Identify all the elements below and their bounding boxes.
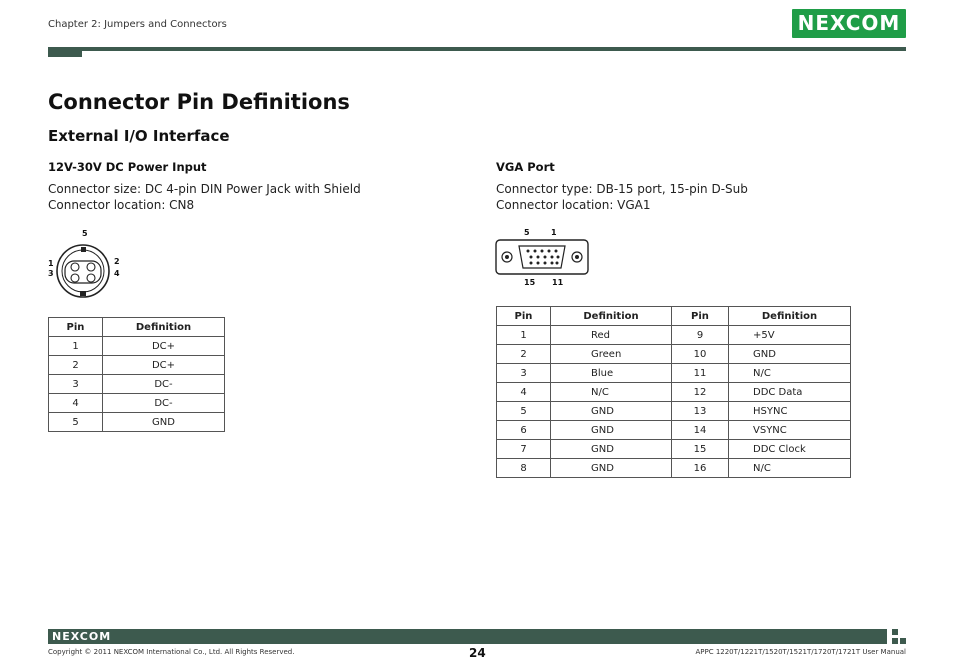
footer-square-decoration xyxy=(900,638,906,644)
table-row xyxy=(497,383,851,402)
pin-cell: 12 xyxy=(672,383,729,402)
table-row xyxy=(49,375,225,394)
definition-cell: DDC Clock xyxy=(729,440,851,459)
definition-cell: GND xyxy=(551,421,672,440)
vga-dsub-connector-diagram xyxy=(495,239,589,275)
din-pin-label-2: 2 xyxy=(114,257,120,266)
pin-cell: 16 xyxy=(672,459,729,478)
definition-cell: GND xyxy=(551,440,672,459)
vga-connector-type: Connector type: DB-15 port, 15-pin D-Sub xyxy=(496,182,748,196)
pin-cell: 4 xyxy=(49,394,103,413)
dc-power-description xyxy=(48,181,361,213)
definition-cell: Blue xyxy=(551,364,672,383)
vga-description xyxy=(496,181,748,213)
header-divider xyxy=(48,47,906,51)
pin-cell: 1 xyxy=(49,337,103,356)
page-title: Connector Pin Definitions xyxy=(48,90,350,114)
table-row xyxy=(497,364,851,383)
pin-cell: 8 xyxy=(497,459,551,478)
definition-cell: DC- xyxy=(103,394,225,413)
table-header-cell: Definition xyxy=(729,307,851,326)
definition-cell: DDC Data xyxy=(729,383,851,402)
table-row xyxy=(497,345,851,364)
footer-bar xyxy=(48,629,887,644)
definition-cell: GND xyxy=(551,459,672,478)
pin-cell: 3 xyxy=(497,364,551,383)
definition-cell: VSYNC xyxy=(729,421,851,440)
table-row xyxy=(497,440,851,459)
pin-cell: 5 xyxy=(497,402,551,421)
pin-cell: 6 xyxy=(497,421,551,440)
dc-power-pin-table xyxy=(48,317,225,432)
nexcom-logo: NEXCOM xyxy=(792,9,906,38)
pin-cell: 10 xyxy=(672,345,729,364)
pin-cell: 5 xyxy=(49,413,103,432)
footer-copyright: Copyright © 2011 NEXCOM International Co., Ltd. All Rights Reserved. xyxy=(48,648,295,656)
vga-connector-location: Connector location: VGA1 xyxy=(496,198,651,212)
table-row xyxy=(497,326,851,345)
vga-pin-label-11: 11 xyxy=(552,278,564,287)
definition-cell: DC+ xyxy=(103,356,225,375)
definition-cell: GND xyxy=(103,413,225,432)
table-row xyxy=(49,413,225,432)
definition-cell: N/C xyxy=(551,383,672,402)
section-title: External I/O Interface xyxy=(48,127,230,145)
definition-cell: Red xyxy=(551,326,672,345)
footer-nexcom-logo: NEXCOM xyxy=(52,630,112,643)
definition-cell: +5V xyxy=(729,326,851,345)
chapter-heading: Chapter 2: Jumpers and Connectors xyxy=(48,19,227,30)
dc-power-title: 12V-30V DC Power Input xyxy=(48,160,207,174)
page-number: 24 xyxy=(469,646,486,660)
definition-cell: N/C xyxy=(729,364,851,383)
din-pin-label-3: 3 xyxy=(48,269,54,278)
table-header-cell: Pin xyxy=(672,307,729,326)
definition-cell: GND xyxy=(729,345,851,364)
definition-cell: DC+ xyxy=(103,337,225,356)
definition-cell: DC- xyxy=(103,375,225,394)
definition-cell: N/C xyxy=(729,459,851,478)
definition-cell: GND xyxy=(551,402,672,421)
pin-cell: 1 xyxy=(497,326,551,345)
table-header-row xyxy=(497,307,851,326)
vga-pin-label-15: 15 xyxy=(524,278,536,287)
footer-square-decoration xyxy=(892,638,898,644)
din-pin-label-4: 4 xyxy=(114,269,120,278)
dc-power-connector-size: Connector size: DC 4-pin DIN Power Jack with Shield xyxy=(48,182,361,196)
header-tab-marker xyxy=(48,47,82,57)
vga-title: VGA Port xyxy=(496,160,555,174)
din-pin-label-5: 5 xyxy=(82,229,88,238)
din-power-jack-diagram xyxy=(52,238,118,298)
vga-pin-label-5: 5 xyxy=(524,228,530,237)
pin-cell: 13 xyxy=(672,402,729,421)
pin-cell: 11 xyxy=(672,364,729,383)
table-row xyxy=(497,459,851,478)
dc-power-connector-location: Connector location: CN8 xyxy=(48,198,195,212)
table-header-cell: Pin xyxy=(49,318,103,337)
pin-cell: 7 xyxy=(497,440,551,459)
pin-cell: 2 xyxy=(497,345,551,364)
pin-cell: 14 xyxy=(672,421,729,440)
vga-pin-table xyxy=(496,306,851,478)
pin-cell: 3 xyxy=(49,375,103,394)
pin-cell: 2 xyxy=(49,356,103,375)
table-header-cell: Definition xyxy=(551,307,672,326)
pin-cell: 15 xyxy=(672,440,729,459)
definition-cell: Green xyxy=(551,345,672,364)
definition-cell: HSYNC xyxy=(729,402,851,421)
footer-manual-title: APPC 1220T/1221T/1520T/1521T/1720T/1721T User Manual xyxy=(695,648,906,656)
din-pin-label-1: 1 xyxy=(48,259,54,268)
pin-cell: 4 xyxy=(497,383,551,402)
pin-cell: 9 xyxy=(672,326,729,345)
table-row xyxy=(49,337,225,356)
table-row xyxy=(497,402,851,421)
table-header-cell: Pin xyxy=(497,307,551,326)
table-row xyxy=(49,356,225,375)
table-row xyxy=(497,421,851,440)
footer-square-decoration xyxy=(892,629,898,635)
table-row xyxy=(49,394,225,413)
table-header-row xyxy=(49,318,225,337)
vga-pin-label-1: 1 xyxy=(551,228,557,237)
table-header-cell: Definition xyxy=(103,318,225,337)
